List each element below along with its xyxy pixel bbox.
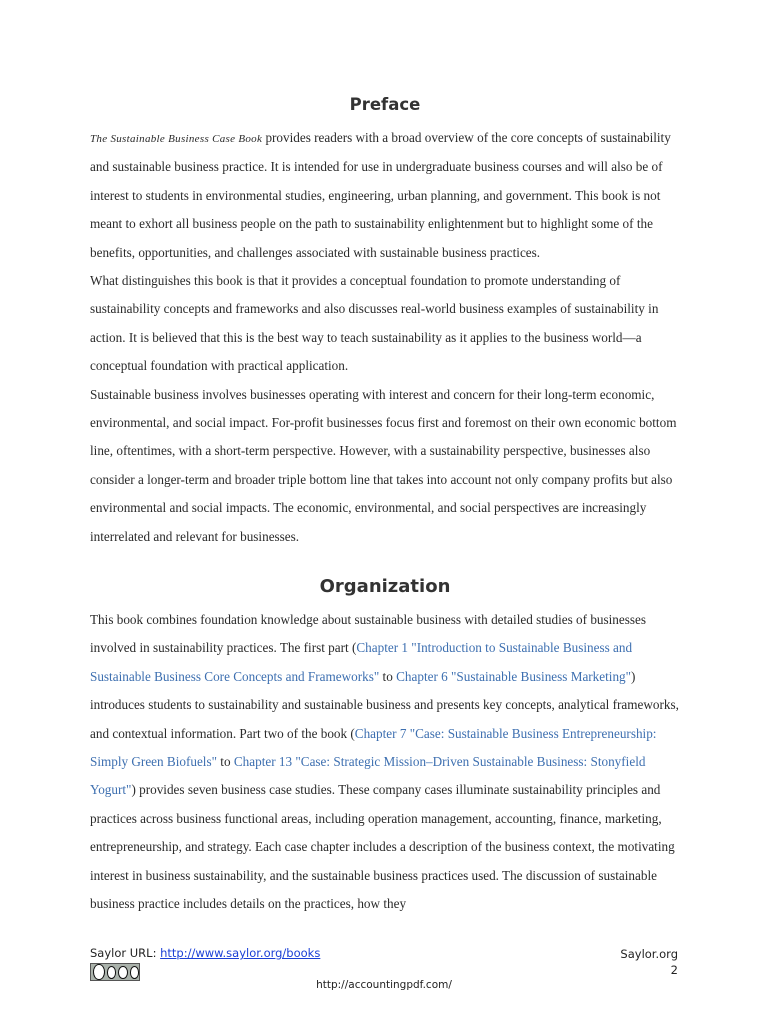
org-text-2: to [379, 668, 397, 684]
saylor-books-link[interactable]: http://www.saylor.org/books [160, 946, 321, 960]
preface-paragraph-1-text: provides readers with a broad overview of the core concepts of sustainability and sustainable business practice. It is intended for use in undergraduate business courses and will also be of interest to students in environmental studies, engineering, urban planning, and government. This book is not meant to exhort all business people on the path to sustainability enlightenment but to highlight some of the benefits, opportunities, and challenges associated with sustainable business practices. [90, 130, 671, 260]
saylor-url-label: Saylor URL: [90, 946, 161, 960]
footer-right [620, 946, 678, 978]
org-text-4: to [217, 754, 234, 770]
nc-icon [118, 966, 127, 979]
footer-saylor-url [90, 946, 320, 960]
book-title: The Sustainable Business Case Book [90, 133, 263, 145]
by-icon [107, 966, 116, 979]
org-text-1: This book combines foundation knowledge about sustainable business with detailed studies of businesses involved in sustainability practices. The first part ( [90, 612, 646, 656]
org-text-3: ) introduces students to sustainability and sustainable business and presents key concepts, analytical frameworks, and contextual information. Part two of the book ( [90, 668, 679, 741]
chapter-6-link[interactable]: Chapter 6 "Sustainable Business Marketing" [396, 668, 632, 684]
organization-heading: Organization [319, 576, 451, 597]
chapter-1-link[interactable]: Chapter 1 "Introduction to Sustainable Business and Sustainable Business Core Concepts and Frameworks" [90, 640, 633, 684]
org-text-5: ) provides seven business case studies. These company cases illuminate sustainability principles and practices across business functional areas, including operation management, accounting, finance, marketing, entrepreneurship, and strategy. Each case chapter includes a description of the business context, the motivating interest in business sustainability, and the sustainable business practices used. The discussion of sustainable business practice includes details on the practices, how they [90, 782, 675, 912]
footer-site: Saylor.org [620, 947, 678, 961]
footer-bottom-url[interactable]: http://accountingpdf.com/ [316, 979, 452, 991]
preface-paragraph-2: What distinguishes this book is that it provides a conceptual foundation to promote understanding of sustainability concepts and frameworks and also discusses real-world business examples of sustainability in action. It is believed that this is the best way to teach sustainability as it applies to the business world—a conceptual foundation with practical application. [90, 273, 659, 374]
organization-body [90, 606, 680, 918]
preface-paragraph-1 [90, 124, 680, 267]
sa-icon [130, 966, 139, 979]
chapter-7-link[interactable]: Chapter 7 "Case: Sustainable Business Entrepreneurship: Simply Green Biofuels" [90, 725, 657, 770]
preface-body [90, 124, 680, 551]
preface-paragraph-3: Sustainable business involves businesses operating with interest and concern for their long-term economic, environmental, and social impact. For-profit businesses focus first and foremost on their own economic bottom line, oftentimes, with a short-term perspective. However, with a sustainability perspective, businesses also consider a longer-term and broader triple bottom line that takes into account not only company profits but also environmental and social impacts. The economic, environmental, and social perspectives are increasingly interrelated and relevant for businesses. [90, 386, 677, 544]
chapter-13-link[interactable]: Chapter 13 "Case: Strategic Mission–Driven Sustainable Business: Stonyfield Yogurt" [90, 754, 646, 798]
organization-paragraph [90, 606, 680, 918]
preface-heading: Preface [349, 95, 421, 114]
cc-icon [93, 964, 105, 980]
page-number: 2 [670, 963, 678, 977]
